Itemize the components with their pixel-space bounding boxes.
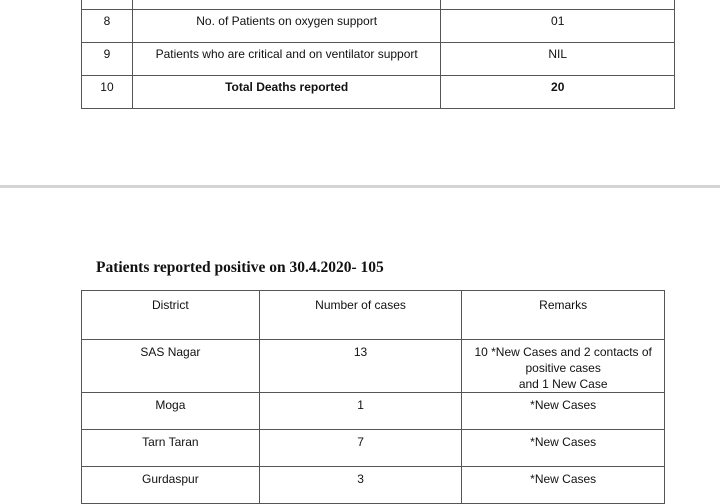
table-row bbox=[82, 43, 675, 76]
header-district: District bbox=[82, 291, 260, 340]
district-cell: Tarn Taran bbox=[82, 430, 260, 467]
table-header-row bbox=[82, 291, 665, 340]
row-number-cell bbox=[82, 0, 133, 10]
cases-cell: 7 bbox=[259, 430, 462, 467]
district-cell: Moga bbox=[82, 393, 260, 430]
table-row bbox=[82, 430, 665, 467]
remarks-cell: *New Cases bbox=[462, 393, 665, 430]
page-divider bbox=[0, 185, 720, 188]
row-value-cell: 20 bbox=[441, 76, 675, 109]
table-row bbox=[82, 76, 675, 109]
table-row bbox=[82, 0, 675, 10]
header-remarks: Remarks bbox=[462, 291, 665, 340]
row-description-cell: Patients who are critical and on ventilator support bbox=[132, 43, 440, 76]
cases-cell: 3 bbox=[259, 467, 462, 504]
header-cases: Number of cases bbox=[259, 291, 462, 340]
row-value-cell: NIL bbox=[441, 43, 675, 76]
row-description-cell bbox=[132, 0, 440, 10]
status-summary-table bbox=[81, 0, 675, 109]
positive-cases-table bbox=[81, 290, 665, 504]
remarks-cell: *New Cases bbox=[462, 467, 665, 504]
district-cell: Gurdaspur bbox=[82, 467, 260, 504]
table-row bbox=[82, 393, 665, 430]
row-description-cell: Total Deaths reported bbox=[132, 76, 440, 109]
district-cell: SAS Nagar bbox=[82, 340, 260, 393]
row-description-cell: No. of Patients on oxygen support bbox=[132, 10, 440, 43]
table-row bbox=[82, 467, 665, 504]
row-number-cell: 9 bbox=[82, 43, 133, 76]
section-heading: Patients reported positive on 30.4.2020- 105 bbox=[96, 259, 384, 276]
row-number-cell: 10 bbox=[82, 76, 133, 109]
remarks-cell: 10 *New Cases and 2 contacts of positive cases and 1 New Case bbox=[462, 340, 665, 393]
cases-cell: 1 bbox=[259, 393, 462, 430]
row-value-cell: 01 bbox=[441, 10, 675, 43]
table-row bbox=[82, 340, 665, 393]
table-row bbox=[82, 10, 675, 43]
row-number-cell: 8 bbox=[82, 10, 133, 43]
cases-cell: 13 bbox=[259, 340, 462, 393]
remarks-cell: *New Cases bbox=[462, 430, 665, 467]
row-value-cell bbox=[441, 0, 675, 10]
